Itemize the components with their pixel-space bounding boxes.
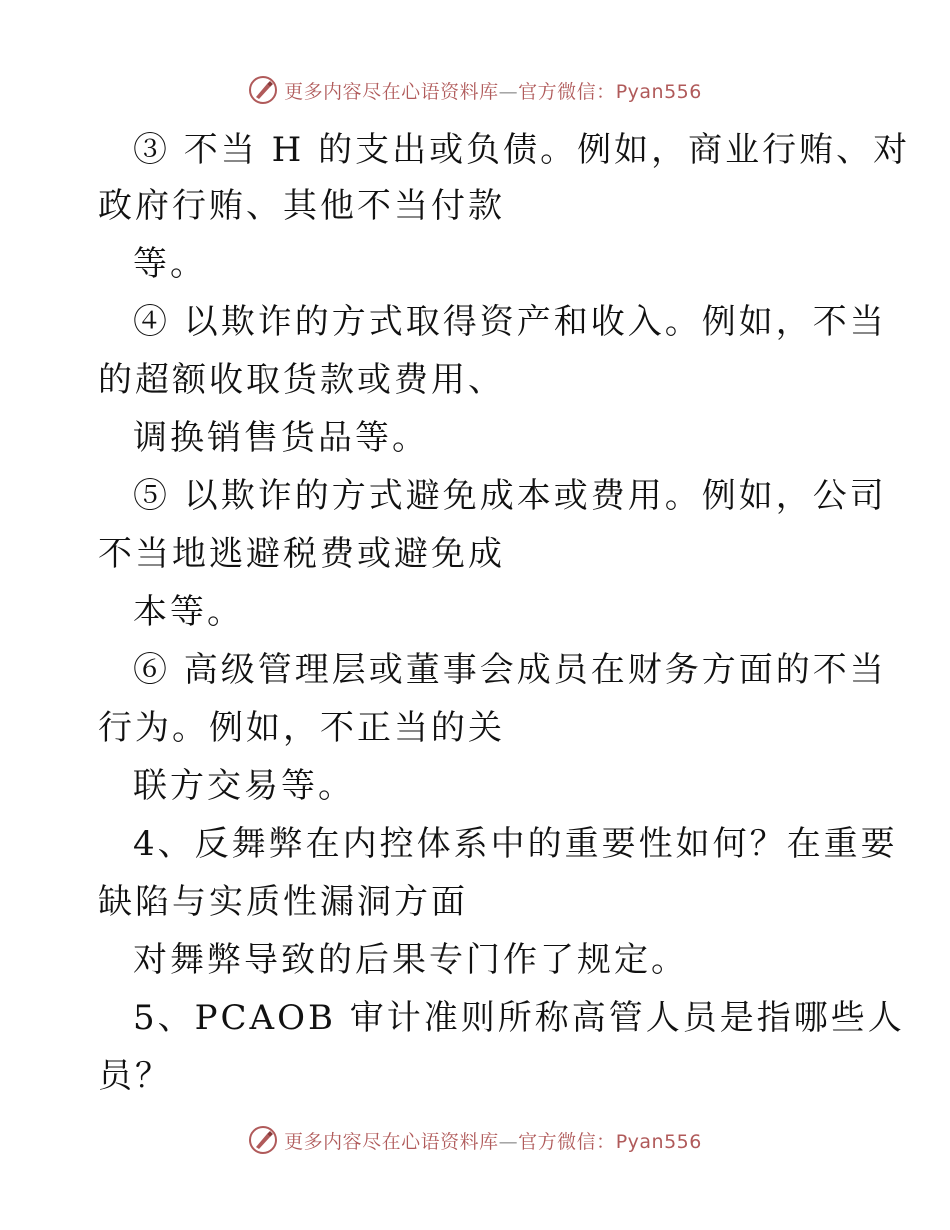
body-line: 调换销售货品等。: [133, 418, 429, 458]
body-line: ③ 不当 H 的支出或负债。例如，商业行贿、对: [133, 130, 911, 170]
body-line: 行为。例如，不正当的关: [98, 708, 505, 748]
watermark-text: 更多内容尽在心语资料库—官方微信：Pyan556: [284, 1130, 702, 1153]
header-watermark: [0, 70, 950, 110]
footer-watermark: [0, 1120, 950, 1160]
body-line: 5、PCAOB 审计准则所称高管人员是指哪些人: [133, 998, 905, 1038]
body-line: ④ 以欺诈的方式取得资产和收入。例如，不当: [133, 302, 887, 342]
pen-logo-icon: [248, 1125, 278, 1155]
body-line: 联方交易等。: [133, 766, 355, 806]
pen-logo-icon: [248, 75, 278, 105]
body-line: ⑥ 高级管理层或董事会成员在财务方面的不当: [133, 650, 887, 690]
body-line: 对舞弊导致的后果专门作了规定。: [133, 940, 688, 980]
body-line: 缺陷与实质性漏洞方面: [98, 882, 468, 922]
watermark-text: 更多内容尽在心语资料库—官方微信：Pyan556: [284, 80, 702, 103]
body-line: 4、反舞弊在内控体系中的重要性如何？在重要: [133, 824, 898, 864]
body-line: 政府行贿、其他不当付款: [98, 186, 505, 226]
body-line: ⑤ 以欺诈的方式避免成本或费用。例如，公司: [133, 476, 887, 516]
body-line: 员？: [98, 1056, 172, 1096]
body-line: 的超额收取货款或费用、: [98, 360, 505, 400]
body-line: 等。: [133, 244, 207, 284]
body-line: 不当地逃避税费或避免成: [98, 534, 505, 574]
body-line: 本等。: [133, 592, 244, 632]
